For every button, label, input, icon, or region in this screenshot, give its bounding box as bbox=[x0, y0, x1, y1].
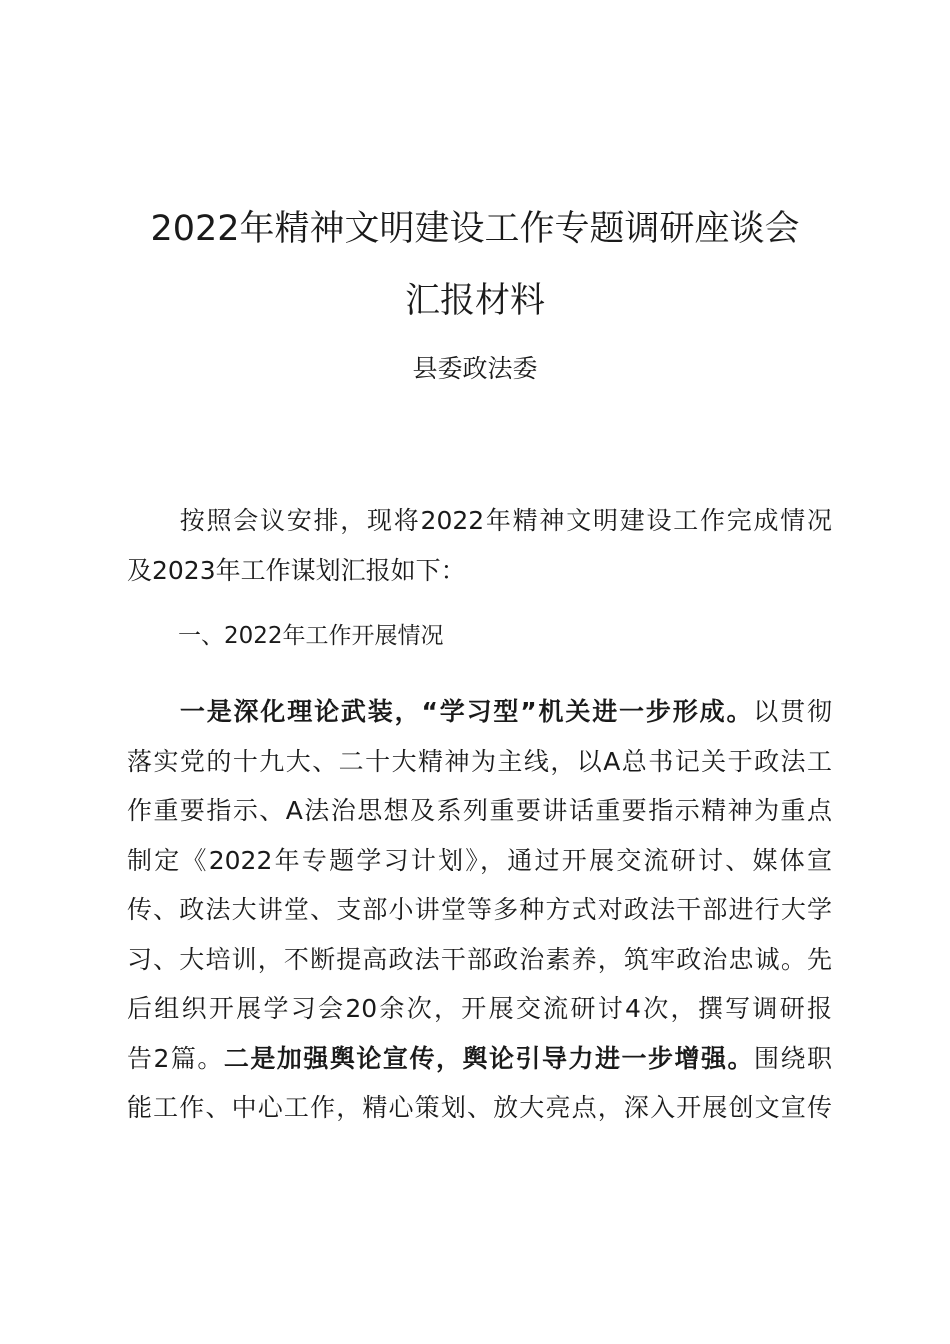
para-line-3: 作重要指示、A法治思想及系列重要讲话重要指示精神为重点 bbox=[127, 796, 832, 825]
para-line-6: 习、大培训，不断提高政法干部政治素养，筑牢政治忠诚。先 bbox=[127, 944, 832, 974]
section-heading-text: 一、2022年工作开展情况 bbox=[178, 623, 444, 649]
para-line-8: 告2篇。二是加强舆论宣传，舆论引导力进一步增强。围绕职 bbox=[127, 1043, 832, 1073]
document-title-line-2: 汇报材料 bbox=[404, 281, 545, 321]
para-line-5: 传、政法大讲堂、支部小讲堂等多种方式对政法干部进行大学 bbox=[127, 895, 832, 924]
para-line-2: 落实党的十九大、二十大精神为主线，以A总书记关于政法工 bbox=[127, 746, 832, 776]
bold-point-2: 二是加强舆论宣传，舆论引导力进一步增强。 bbox=[223, 1043, 754, 1073]
document-author: 县委政法委 bbox=[412, 354, 538, 383]
para-line-4: 制定《2022年专题学习计划》，通过开展交流研讨、媒体宣 bbox=[127, 845, 832, 875]
bold-point-1: 一是深化理论武装，“学习型”机关进一步形成。 bbox=[178, 697, 754, 726]
para-line-9: 能工作、中心工作，精心策划、放大亮点，深入开展创文宣传 bbox=[127, 1093, 832, 1122]
section-heading bbox=[127, 612, 832, 662]
para-line-7: 后组织开展学习会20余次，开展交流研讨4次，撰写调研报 bbox=[127, 994, 832, 1023]
intro-line-1: 按照会议安排，现将2022年精神文明建设工作完成情况 bbox=[178, 506, 832, 535]
para-line-1: 一是深化理论武装，“学习型”机关进一步形成。以贯彻 bbox=[178, 697, 832, 726]
body-paragraph-1 bbox=[127, 687, 832, 1133]
intro-line-2: 及2023年工作谋划汇报如下： bbox=[127, 555, 466, 585]
intro-paragraph bbox=[127, 496, 832, 595]
document-title-line-1: 2022年精神文明建设工作专题调研座谈会 bbox=[150, 209, 800, 249]
